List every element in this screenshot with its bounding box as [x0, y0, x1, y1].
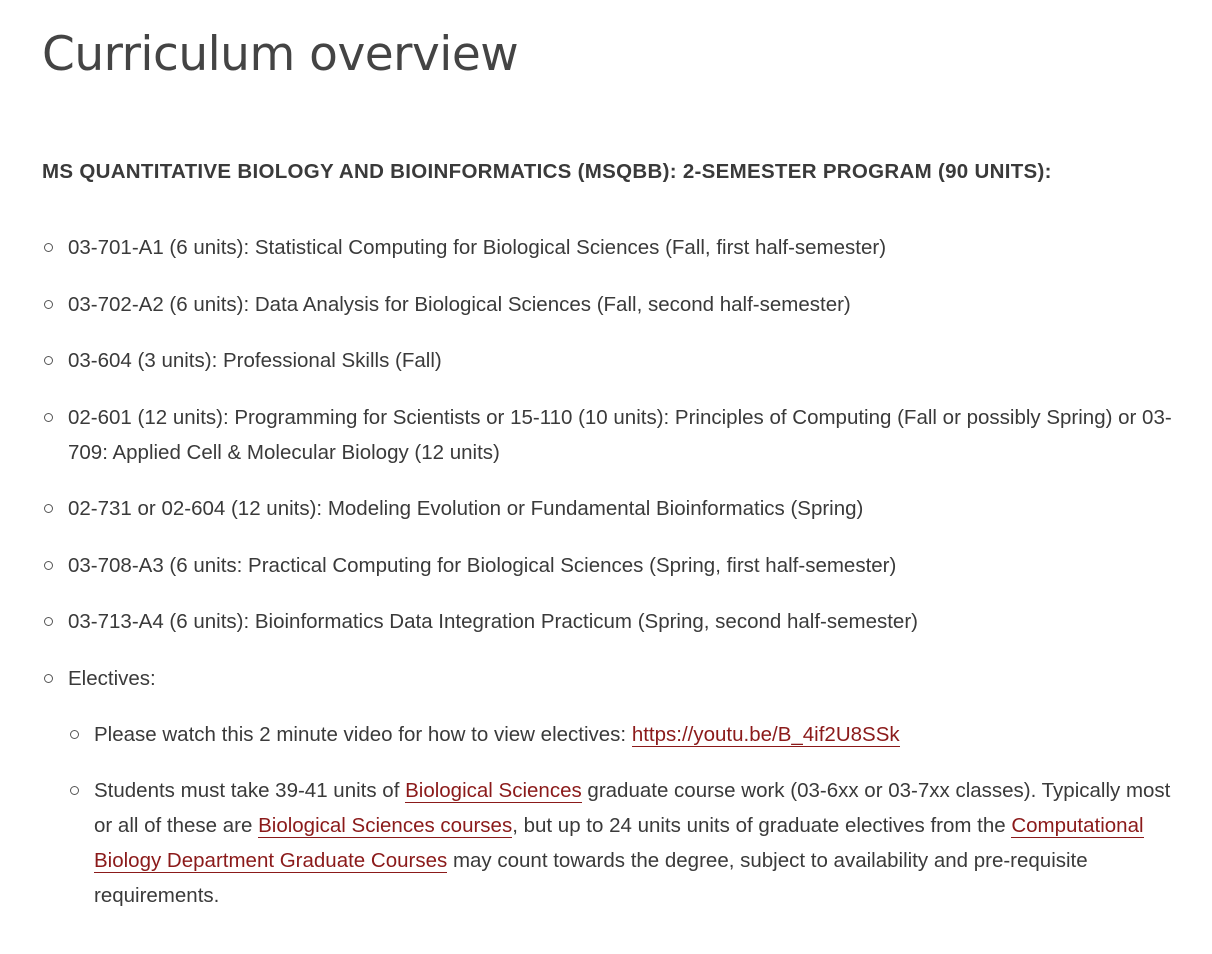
circle-bullet-icon [70, 730, 79, 739]
circle-bullet-icon [44, 300, 53, 309]
course-text: 03-708-A3 (6 units: Practical Computing for Biological Sciences (Spring, first half-semester) [68, 553, 897, 577]
electives-label: Electives: [68, 666, 156, 690]
course-list [42, 230, 1172, 935]
list-item [42, 604, 1172, 639]
circle-bullet-icon [44, 561, 53, 570]
circle-bullet-icon [44, 243, 53, 252]
list-item [42, 343, 1172, 378]
course-text: 03-713-A4 (6 units): Bioinformatics Data Integration Practicum (Spring, second half-semester) [68, 610, 918, 633]
list-item [42, 400, 1172, 470]
requirement-text-2: graduate course work (03-6xx or 03-7xx classes). Typically most or all of these are [94, 779, 1171, 837]
comp-bio-graduate-courses-link[interactable]: Computational Biology Department Graduate Courses [94, 814, 1144, 872]
circle-bullet-icon [44, 504, 53, 513]
course-text: 03-701-A1 (6 units): Statistical Computing for Biological Sciences (Fall, first half-semester) [68, 236, 887, 259]
circle-bullet-icon [44, 617, 53, 626]
course-text: 03-702-A2 (6 units): Data Analysis for Biological Sciences (Fall, second half-semester) [68, 292, 851, 316]
page-title: Curriculum overview [42, 27, 519, 82]
video-text: Please watch this 2 minute video for how to view electives: [94, 722, 632, 746]
program-heading: MS QUANTITATIVE BIOLOGY AND BIOINFORMATICS (MSQBB): 2-SEMESTER PROGRAM (90 UNITS): [42, 160, 1052, 183]
course-text: 02-731 or 02-604 (12 units): Modeling Evolution or Fundamental Bioinformatics (Spring) [68, 497, 864, 520]
course-text: 03-604 (3 units): Professional Skills (Fall) [68, 349, 442, 372]
circle-bullet-icon [70, 786, 79, 795]
list-item [42, 491, 1172, 526]
list-item [42, 287, 1172, 322]
circle-bullet-icon [44, 356, 53, 365]
list-item [42, 230, 1172, 265]
circle-bullet-icon [44, 674, 53, 683]
requirement-item [68, 773, 1172, 913]
video-link[interactable]: https://youtu.be/B_4if2U8SSk [631, 722, 900, 746]
requirement-text-3: , but up to 24 units units of graduate electives from the [512, 814, 1012, 837]
electives-sub-list [68, 717, 1172, 914]
course-text: 02-601 (12 units): Programming for Scientists or 15-110 (10 units): Principles of Computing (Fall or possibly Spring) or 03-709: Applied Cell & Molecular Biology (12 units) [68, 405, 1172, 464]
circle-bullet-icon [44, 413, 53, 422]
biological-sciences-courses-link[interactable]: Biological Sciences courses [258, 814, 513, 837]
requirement-text-1: Students must take 39-41 units of [94, 779, 406, 802]
biological-sciences-link[interactable]: Biological Sciences [405, 779, 582, 802]
list-item [42, 548, 1172, 583]
video-item [68, 717, 1172, 752]
electives-item [42, 661, 1172, 914]
requirement-text-4: may count towards the degree, subject to availability and pre-requisite requirements. [94, 849, 1088, 907]
